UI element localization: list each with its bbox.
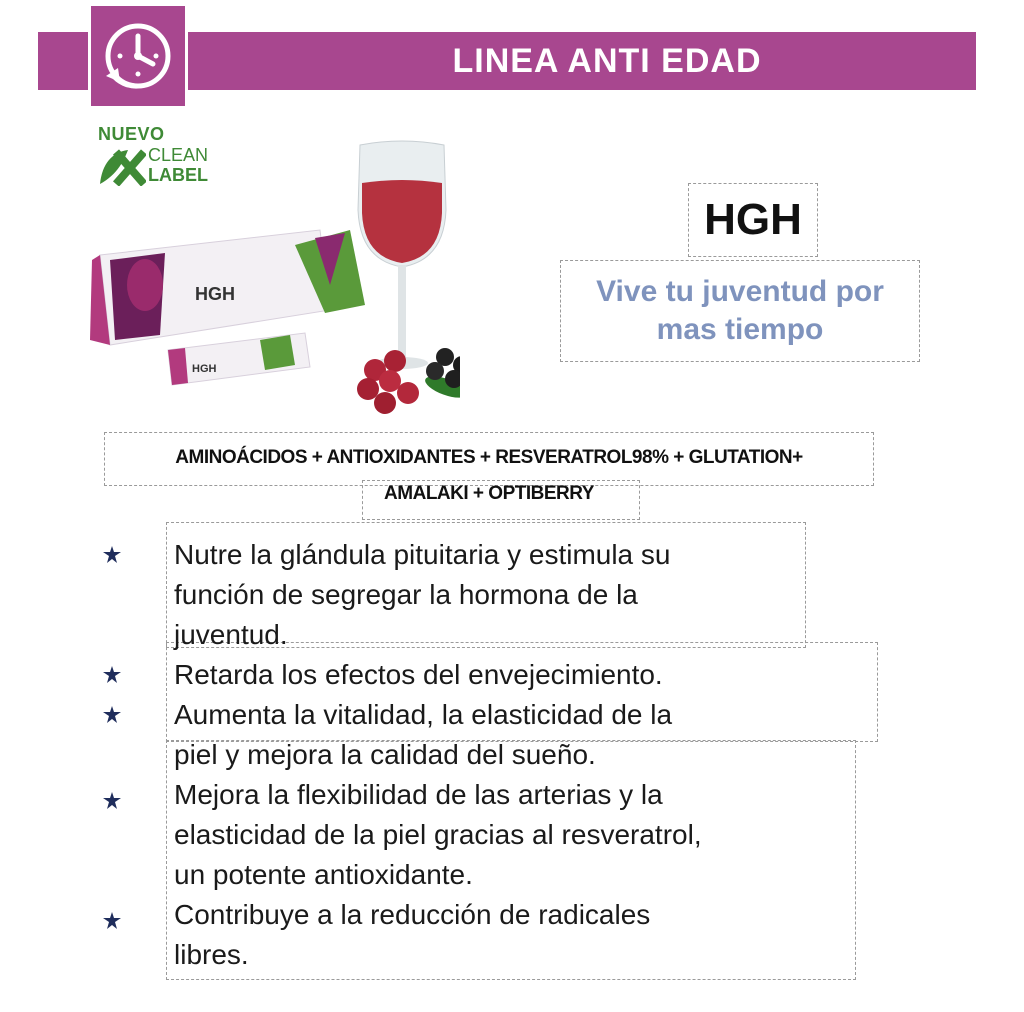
product-title: HGH: [704, 195, 802, 244]
benefit-text: Contribuye a la reducción de radicales libres.: [174, 899, 651, 970]
tagline-line-1: Vive tu juventud por: [596, 275, 884, 308]
product-image: [90, 135, 460, 425]
bullet-icon: [100, 543, 124, 567]
tagline-line-2: mas tiempo: [656, 313, 824, 346]
benefit-text: Nutre la glándula pituitaria y estimula su función de segregar la hormona de la juventud.: [174, 539, 671, 650]
bullet-icon: [100, 703, 124, 727]
ingredients-text: [104, 440, 874, 512]
logo-clean-text: CLEAN: [148, 145, 209, 165]
benefit-text: Retarda los efectos del envejecimiento.: [174, 659, 663, 690]
banner-title: LINEA ANTI EDAD: [452, 41, 762, 80]
bullet-icon: [100, 909, 124, 933]
logo-label-text: LABEL: [148, 165, 208, 185]
logo-nuevo-text: NUEVO: [98, 124, 165, 144]
svg-text:HGH: HGH: [195, 284, 235, 304]
benefit-text: Mejora la flexibilidad de las arterias y la elasticidad de la piel gracias al resveratrol, un potente antioxidante.: [174, 779, 702, 890]
bullet-icon: [100, 789, 124, 813]
bullet-icon: [100, 663, 124, 687]
ingredients-line-2: AMALAKI + OPTIBERRY: [384, 483, 594, 504]
clock-icon: [88, 3, 188, 109]
product-tagline: [560, 260, 920, 362]
ingredients-line-1: AMINOÁCIDOS + ANTIOXIDANTES + RESVERATROL98% + GLUTATION+: [175, 447, 803, 468]
svg-text:HGH: HGH: [192, 363, 217, 375]
benefit-text: Aumenta la vitalidad, la elasticidad de la piel y mejora la calidad del sueño.: [174, 699, 673, 770]
